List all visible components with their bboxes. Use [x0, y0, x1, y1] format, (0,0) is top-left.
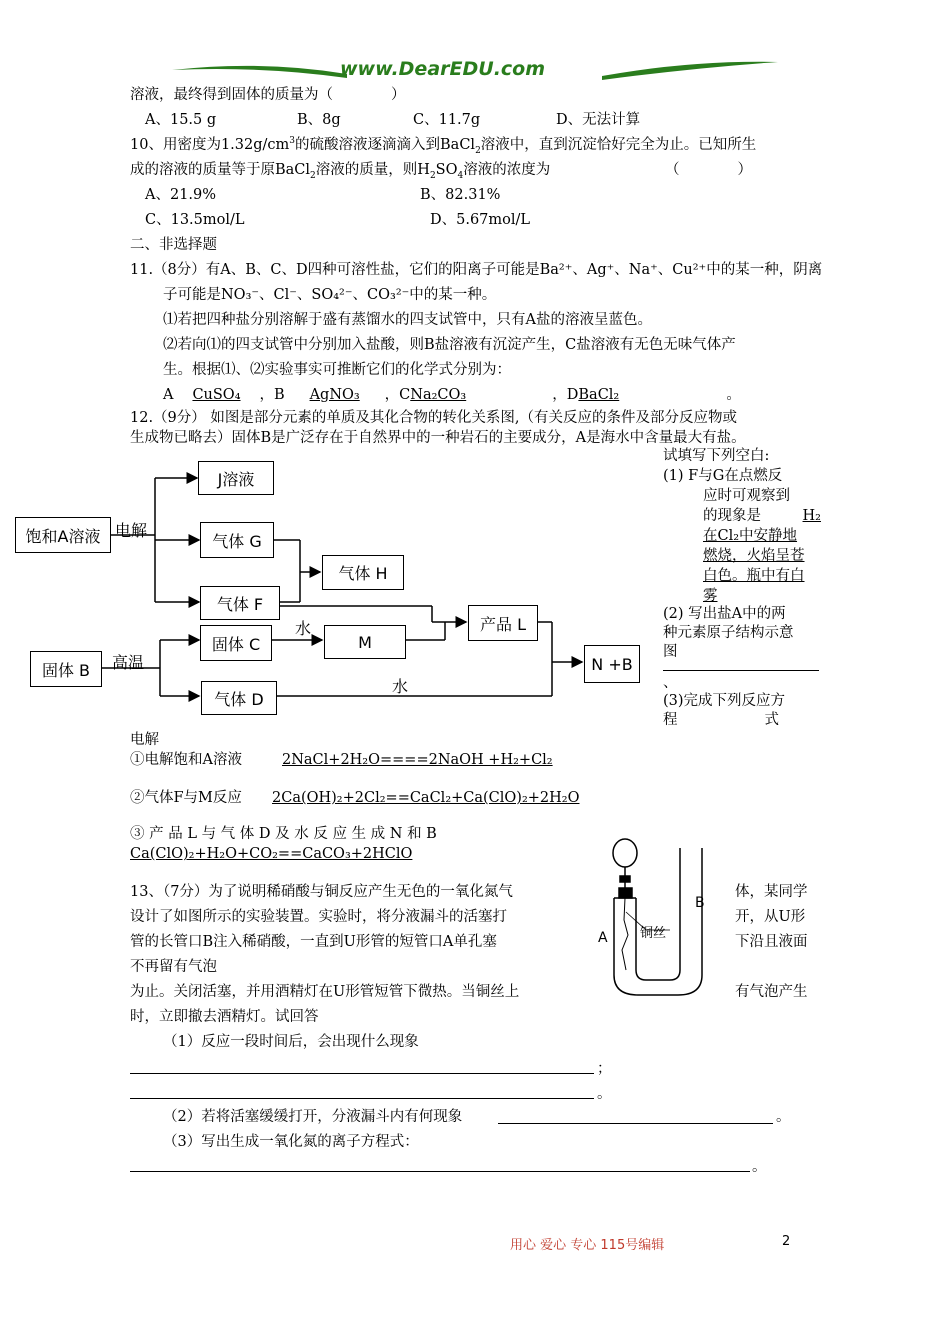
q13-line3a: 管的长管口B注入稀硝酸，一直到U形管的短管口A单孔塞 [130, 934, 497, 950]
q12-r2-line3: 图 [663, 644, 678, 660]
footer-note: 用心 爱心 专心 115号编辑 [510, 1238, 665, 1253]
q12-eq2-label: ②气体F与M反应 [130, 790, 242, 806]
q11-answers: A CuSO₄ ，B AgNO₃ ，CNa₂CO₃ ，DBaCl₂ 。 [163, 387, 741, 403]
box-gas-g: 气体 G [200, 522, 274, 558]
u-tube-label-copper-wire: 铜丝 [640, 926, 667, 941]
q12-r2-answer-line [663, 670, 819, 671]
q13-line2b: 开，从U形 [735, 909, 806, 925]
box-m: M [324, 625, 406, 659]
q10-line1: 10、用密度为$1.32g/cm^3$的硫酸溶液逐滴滴入到BaCl$_2$溶液中，直到沉淀恰好完全为止。已知所生 [130, 136, 757, 156]
q10-answer-paren: （ ） [665, 162, 752, 178]
q9-option-b: B、8g [297, 112, 341, 128]
q12-r1-line2: 应时可观察到 [703, 488, 790, 504]
q12-r1-line7: 雾 [703, 588, 718, 604]
q11-line1: 11.（8分）有A、B、C、D四种可溶性盐，它们的阳离子可能是Ba²⁺、Ag⁺、Na⁺、Cu²⁺中的某一种，阴离 [130, 262, 823, 278]
q12-r3-line1: (3)完成下列反应方 [663, 693, 786, 709]
q12-r1-line3: 的现象是 H₂ [703, 508, 821, 524]
q13-sub3-answer-line [130, 1171, 750, 1172]
page-number: 2 [782, 1234, 791, 1249]
q13-sub1-period: 。 [597, 1086, 612, 1102]
q13-sub2-period: 。 [776, 1109, 791, 1125]
q12-r3-line2: 程 式 [663, 712, 779, 728]
q12-r2-separator: 、 [663, 675, 678, 691]
q13-line6: 时，立即撤去酒精灯。试回答 [130, 1009, 319, 1025]
q13-sub1-semicolon: ； [597, 1061, 612, 1077]
q12-eq1-label: ①电解饱和A溶液 [130, 752, 242, 768]
q13-sub1-answer-line-1 [130, 1073, 594, 1074]
q13-sub1-answer-line-2 [130, 1098, 594, 1099]
box-gas-h: 气体 H [322, 555, 404, 590]
q12-r1-line1: (1) F与G在点燃反 [663, 468, 783, 484]
q12-r1-line6: 白色。瓶中有白 [703, 568, 805, 584]
q12-eq2: 2Ca(OH)₂+2Cl₂==CaCl₂+Ca(ClO)₂+2H₂O [272, 790, 580, 806]
q11-part2a: ⑵若向⑴的四支试管中分别加入盐酸，则B盐溶液有沉淀产生，C盐溶液有无色无味气体产 [163, 337, 736, 353]
q13-line4: 不再留有气泡 [130, 959, 217, 975]
q13-sub1: （1）反应一段时间后，会出现什么现象 [163, 1034, 419, 1050]
label-electrolysis: 电解 [115, 521, 148, 540]
q12-line1: 12.（9分） 如图是部分元素的单质及其化合物的转化关系图,（有关反应的条件及部分反应物或 [130, 410, 737, 426]
q9-stem: 溶液，最终得到固体的质量为（ ） [130, 87, 406, 103]
q13-sub3-period: 。 [752, 1159, 767, 1175]
q10-option-c: C、13.5mol/L [145, 212, 245, 228]
label-high-temp: 高温 [112, 653, 145, 672]
q13-line5b: 有气泡产生 [735, 984, 808, 1000]
q9-option-d: D、无法计算 [556, 112, 641, 128]
box-solid-b: 固体 B [30, 651, 102, 687]
box-product-l: 产品 L [468, 605, 538, 641]
q12-eq1: 2NaCl+2H₂O====2NaOH +H₂+Cl₂ [282, 752, 553, 768]
label-water-2: 水 [392, 677, 409, 696]
box-n-b: N +B [584, 645, 640, 683]
q10-option-a: A、21.9% [145, 187, 217, 203]
box-solid-c: 固体 C [200, 625, 272, 661]
q12-eq3-label: ③ 产 品 L 与 气 体 D 及 水 反 应 生 成 N 和 B [130, 826, 437, 842]
q12-line2: 生成物已略去）固体B是广泛存在于自然界中的一种岩石的主要成分，A是海水中含量最大有盐。 [130, 430, 746, 446]
q11-line2: 子可能是NO₃⁻、Cl⁻、SO₄²⁻、CO₃²⁻中的某一种。 [163, 287, 497, 303]
site-logo-text[interactable]: www.DearEDU.com [340, 58, 546, 80]
box-j-solution: J溶液 [198, 461, 274, 495]
label-water-1: 水 [295, 619, 312, 638]
q12-right-intro: 试填写下列空白: [663, 448, 770, 464]
box-saturated-a-solution: 饱和A溶液 [15, 517, 111, 553]
q12-r2-line2: 种元素原子结构示意 [663, 625, 794, 641]
q12-r1-line5: 燃烧，火焰呈苍 [703, 548, 805, 564]
u-tube-apparatus [586, 830, 726, 1000]
u-tube-label-b: B [695, 895, 705, 911]
q9-option-a: A、15.5 g [145, 112, 217, 128]
q11-part2b: 生。根据⑴、⑵实验事实可推断它们的化学式分别为： [163, 362, 511, 378]
q10-option-b: B、82.31% [420, 187, 501, 203]
q12-flow-arrows [0, 450, 660, 730]
q13-sub2: （2）若将活塞缓缓打开，分液漏斗内有何现象 [163, 1109, 463, 1125]
section-title: 二、非选择题 [130, 237, 217, 253]
box-gas-f: 气体 F [200, 586, 280, 620]
q12-r1-line4: 在Cl₂中安静地 [703, 528, 798, 544]
q13-line2a: 设计了如图所示的实验装置。实验时，将分液漏斗的活塞打 [130, 909, 507, 925]
q13-line3b: 下沿且液面 [735, 934, 808, 950]
q11-part1: ⑴若把四种盐分别溶解于盛有蒸馏水的四支试管中，只有A盐的溶液呈蓝色。 [163, 312, 652, 328]
q12-r2-line1: (2) 写出盐A中的两 [663, 606, 786, 622]
box-gas-d: 气体 D [201, 681, 277, 715]
q13-sub2-answer-line [498, 1123, 773, 1124]
q12-eq3: Ca(ClO)₂+H₂O+CO₂==CaCO₃+2HClO [130, 846, 413, 862]
q13-sub3: （3）写出生成一氧化氮的离子方程式： [163, 1134, 419, 1150]
u-tube-label-a: A [598, 930, 608, 946]
q13-line5a: 为止。关闭活塞，并用酒精灯在U形管短管下微热。当铜丝上 [130, 984, 520, 1000]
q9-option-c: C、11.7g [413, 112, 481, 128]
q13-line1b: 体，某同学 [735, 884, 808, 900]
q10-option-d: D、5.67mol/L [430, 212, 531, 228]
q13-line1a: 13、（7分）为了说明稀硝酸与铜反应产生无色的一氧化氮气 [130, 884, 513, 900]
q12-condition-electrolysis: 电解 [130, 732, 159, 748]
q10-line2: 成的溶液的质量等于原BaCl$_2$溶液的质量，则$H_2SO_4$溶液的浓度为 [130, 162, 551, 181]
